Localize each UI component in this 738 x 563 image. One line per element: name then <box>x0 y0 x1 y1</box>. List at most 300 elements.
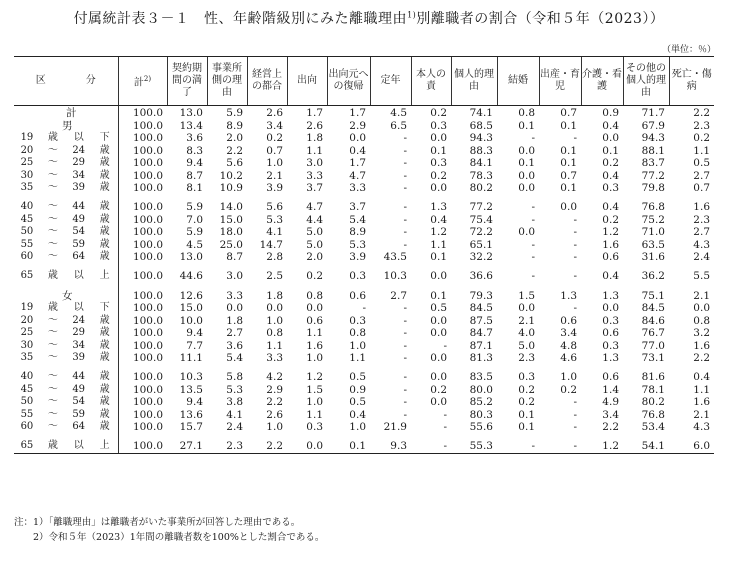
value-cell: 0.7 <box>266 144 283 157</box>
value-cell: 84.7 <box>469 327 493 340</box>
value-cell: 0.3 <box>349 270 366 283</box>
value-cell: 1.6 <box>693 339 710 352</box>
value-cell: 1.0 <box>349 339 366 352</box>
value-cell: 2.2 <box>266 396 283 409</box>
row-label <box>14 214 118 226</box>
spacer-cell <box>207 283 247 290</box>
spacer-cell <box>623 194 669 201</box>
value-cell: 1.2 <box>602 226 619 239</box>
value-cell: 100.0 <box>132 383 163 396</box>
value-cell: 5.6 <box>266 201 283 214</box>
value-cell: 4.1 <box>226 408 243 421</box>
value-cell: 0.3 <box>349 314 366 327</box>
value-cell: - <box>443 420 447 433</box>
spacer-cell <box>411 364 451 371</box>
value-cell: 0.0 <box>287 440 327 453</box>
value-cell: 0.0 <box>602 302 619 315</box>
age-label-part: 25 <box>20 327 34 339</box>
value-cell: 74.1 <box>469 106 493 119</box>
age-label-part: 40 <box>20 371 34 383</box>
value-cell: 6.5 <box>390 120 407 132</box>
value-cell: 65.1 <box>469 238 493 251</box>
spacer-cell <box>581 263 623 270</box>
value-cell: 100.0 <box>132 144 163 157</box>
value-cell: 9.3 <box>370 440 411 453</box>
value-cell: 4.9 <box>602 396 619 409</box>
table-row <box>14 239 714 251</box>
header-col: 出向 <box>287 57 327 106</box>
value-cell: 0.0 <box>430 351 447 364</box>
row-label <box>14 290 118 302</box>
value-cell: 0.2 <box>430 169 447 182</box>
spacer-cell <box>118 283 167 290</box>
value-cell: 0.7 <box>560 106 577 119</box>
value-cell: 71.7 <box>641 106 665 119</box>
age-label-part: ～ <box>47 157 58 169</box>
value-cell: - <box>403 226 407 239</box>
value-cell: - <box>362 302 366 315</box>
age-label <box>14 421 118 433</box>
value-cell: 0.1 <box>430 251 447 264</box>
value-cell: 9.4 <box>186 396 203 409</box>
value-cell: 18.0 <box>219 226 243 239</box>
value-cell: - <box>403 408 407 421</box>
table-row <box>14 120 714 132</box>
value-cell: 53.4 <box>641 420 665 433</box>
header-col: 結婚 <box>497 57 539 106</box>
value-cell: 100.0 <box>132 289 163 302</box>
value-cell: - <box>403 169 407 182</box>
value-cell: - <box>403 201 407 214</box>
value-cell: 5.9 <box>226 106 243 119</box>
value-cell: 1.2 <box>581 440 623 453</box>
value-cell: 0.7 <box>560 169 577 182</box>
value-cell: 2.8 <box>266 251 283 264</box>
value-cell: 25.0 <box>219 238 243 251</box>
value-cell: 5.4 <box>349 213 366 226</box>
value-cell: 80.0 <box>469 383 493 396</box>
age-label-part: 49 <box>72 213 86 225</box>
spacer-cell <box>539 364 581 371</box>
age-label-part: 歳 <box>47 132 58 144</box>
value-cell: 73.1 <box>641 351 665 364</box>
value-cell: - <box>497 440 539 453</box>
value-cell: - <box>403 302 407 315</box>
value-cell: 1.1 <box>430 238 447 251</box>
value-cell: 2.9 <box>266 383 283 396</box>
value-cell: 0.0 <box>518 302 535 315</box>
age-label-part: 59 <box>72 408 86 420</box>
spacer-cell <box>287 263 327 270</box>
age-label <box>14 201 118 213</box>
value-cell: 8.9 <box>349 226 366 239</box>
age-label-part: ～ <box>47 182 58 194</box>
value-cell: 100.0 <box>132 327 163 340</box>
value-cell: - <box>403 327 407 340</box>
table-row <box>14 396 714 408</box>
header-col: 契約期間の満了 <box>167 57 207 106</box>
value-cell: 0.1 <box>518 157 535 170</box>
age-label-part: 歳 <box>99 420 110 432</box>
header-col: 事業所側の理由 <box>207 57 247 106</box>
age-label <box>14 352 118 364</box>
spacer-cell <box>669 433 714 440</box>
value-cell: 4.4 <box>306 213 323 226</box>
value-cell: 80.2 <box>641 396 665 409</box>
age-label-part: 20 <box>20 314 34 326</box>
age-label-part: 44 <box>72 371 86 383</box>
value-cell: 0.8 <box>693 314 710 327</box>
value-cell: - <box>403 314 407 327</box>
value-cell: 0.8 <box>518 106 535 119</box>
header-col: 経営上の都合 <box>247 57 287 106</box>
value-cell: 2.7 <box>226 327 243 340</box>
age-label-part: ～ <box>47 420 58 432</box>
age-label-part: 19 <box>20 302 34 314</box>
value-cell: 76.7 <box>641 327 665 340</box>
age-label-part: 歳 <box>99 351 110 363</box>
value-cell: 0.1 <box>560 157 577 170</box>
value-cell: 0.0 <box>430 371 447 384</box>
value-cell: 0.0 <box>518 169 535 182</box>
value-cell: 5.5 <box>693 270 710 283</box>
table-row <box>14 352 714 364</box>
header-col: 死亡・傷病 <box>669 57 714 106</box>
value-cell: 75.1 <box>641 289 665 302</box>
value-cell: 2.6 <box>306 120 323 132</box>
value-cell: 13.4 <box>179 120 203 132</box>
footnote-2: 2）令和５年（2023）1年間の離職者数を100%とした割合である。 <box>14 532 325 543</box>
value-cell: 0.0 <box>518 182 535 195</box>
value-cell: 7.7 <box>186 339 203 352</box>
value-cell: 88.3 <box>469 144 493 157</box>
value-cell: 5.6 <box>226 157 243 170</box>
value-cell: 0.0 <box>226 302 243 315</box>
value-cell: 1.1 <box>266 339 283 352</box>
value-cell: - <box>531 201 535 214</box>
value-cell: 8.9 <box>226 120 243 132</box>
value-cell: 14.7 <box>259 238 283 251</box>
row-label <box>14 120 118 132</box>
spacer-cell <box>287 433 327 440</box>
value-cell: 100.0 <box>132 270 163 283</box>
value-cell: 2.7 <box>693 226 710 239</box>
value-cell: 4.8 <box>560 339 577 352</box>
value-cell: 1.1 <box>306 408 323 421</box>
spacer-cell <box>118 364 167 371</box>
spacer-cell <box>167 283 207 290</box>
value-cell: 100.0 <box>132 182 163 195</box>
value-cell: 4.3 <box>693 238 710 251</box>
value-cell: 0.4 <box>602 201 619 214</box>
group-label: 女 <box>62 289 73 302</box>
spacer-cell <box>669 283 714 290</box>
age-label <box>14 327 118 339</box>
spacer-cell <box>167 263 207 270</box>
value-cell: 1.2 <box>306 371 323 384</box>
age-label-part: 歳 <box>47 302 58 314</box>
value-cell: 6.0 <box>669 440 714 453</box>
value-cell: 0.1 <box>518 408 535 421</box>
row-label <box>14 145 118 157</box>
spacer-cell <box>623 433 669 440</box>
value-cell: 1.8 <box>306 132 323 145</box>
row-label <box>14 182 118 194</box>
value-cell: 36.6 <box>469 270 493 283</box>
value-cell: 0.1 <box>518 420 535 433</box>
spacer-row <box>14 364 714 371</box>
value-cell: 0.6 <box>602 371 619 384</box>
value-cell: 100.0 <box>132 420 163 433</box>
age-label-part: 歳 <box>99 157 110 169</box>
spacer-cell <box>370 263 411 270</box>
table-row <box>14 421 714 433</box>
value-cell: 78.1 <box>641 383 665 396</box>
age-label-part: ～ <box>47 201 58 213</box>
value-cell: 0.2 <box>693 132 710 145</box>
value-cell: 1.3 <box>602 289 619 302</box>
spacer-cell <box>118 263 167 270</box>
age-label-part: 60 <box>20 251 34 263</box>
value-cell: 8.1 <box>186 182 203 195</box>
value-cell: 5.3 <box>349 238 366 251</box>
age-label-part: ～ <box>47 371 58 383</box>
value-cell: 0.0 <box>693 302 710 315</box>
page-title: 付属統計表３－１ 性、年齢階級別にみた離職理由$^{1)}$別離職者の割合（令和５年（2023）） <box>73 10 665 27</box>
value-cell: 7.0 <box>186 213 203 226</box>
spacer-cell <box>497 194 539 201</box>
value-cell: 0.1 <box>560 144 577 157</box>
row-label <box>14 409 118 421</box>
total-label: 計 <box>66 106 77 119</box>
value-cell: 3.3 <box>266 351 283 364</box>
value-cell: 3.8 <box>226 396 243 409</box>
table-row <box>14 340 714 352</box>
value-cell: 80.3 <box>469 408 493 421</box>
spacer-cell <box>370 364 411 371</box>
value-cell: 11.1 <box>179 351 203 364</box>
spacer-row <box>14 263 714 270</box>
spacer-cell <box>451 433 497 440</box>
value-cell: 100.0 <box>132 238 163 251</box>
row-label <box>14 201 118 213</box>
age-label <box>14 239 118 251</box>
value-cell: 78.3 <box>469 169 493 182</box>
value-cell: - <box>539 440 581 453</box>
age-label-part: 歳 <box>47 270 58 282</box>
value-cell: 84.1 <box>469 157 493 170</box>
age-label <box>14 132 118 144</box>
value-cell: 2.3 <box>693 120 710 132</box>
value-cell: 1.1 <box>306 144 323 157</box>
age-label-part: 54 <box>72 226 86 238</box>
age-label-part: 歳 <box>99 251 110 263</box>
age-label-part: 30 <box>20 169 34 181</box>
value-cell: 0.5 <box>693 157 710 170</box>
value-cell: 0.4 <box>430 213 447 226</box>
age-label-part: ～ <box>47 144 58 156</box>
value-cell: - <box>403 371 407 384</box>
value-cell: 44.6 <box>179 270 203 283</box>
age-label <box>14 396 118 408</box>
group-label: 男 <box>62 120 73 132</box>
row-label <box>14 352 118 364</box>
value-cell: 85.2 <box>469 396 493 409</box>
spacer-cell <box>581 364 623 371</box>
value-cell: 8.3 <box>186 144 203 157</box>
value-cell: 3.4 <box>602 408 619 421</box>
age-label <box>14 315 118 327</box>
value-cell: 0.2 <box>602 213 619 226</box>
age-label-part: 64 <box>72 420 86 432</box>
value-cell: 76.8 <box>641 408 665 421</box>
value-cell: 0.1 <box>560 120 577 132</box>
value-cell: 100.0 <box>132 213 163 226</box>
age-label-part: 39 <box>72 351 86 363</box>
table-row <box>14 440 714 453</box>
value-cell: 0.0 <box>306 302 323 315</box>
value-cell: 81.3 <box>469 351 493 364</box>
age-label-part: 歳 <box>99 144 110 156</box>
row-label <box>14 327 118 339</box>
value-cell: 1.3 <box>560 289 577 302</box>
row-label <box>14 226 118 238</box>
value-cell: 0.4 <box>349 408 366 421</box>
value-cell: - <box>403 132 407 145</box>
value-cell: 0.1 <box>560 182 577 195</box>
age-label-part: 歳 <box>99 396 110 408</box>
value-cell: 2.9 <box>349 120 366 132</box>
value-cell: 36.2 <box>641 270 665 283</box>
age-label-part: 55 <box>20 408 34 420</box>
value-cell: - <box>403 182 407 195</box>
value-cell: 83.7 <box>641 157 665 170</box>
value-cell: 3.3 <box>349 182 366 195</box>
value-cell: 87.1 <box>469 339 493 352</box>
age-label-part: 歳 <box>47 440 58 452</box>
row-label <box>14 251 118 263</box>
value-cell: 1.8 <box>266 289 283 302</box>
table-row <box>14 290 714 302</box>
table-row <box>14 170 714 182</box>
age-label-part: 29 <box>72 157 86 169</box>
value-cell: 100.0 <box>132 302 163 315</box>
value-cell: - <box>573 238 577 251</box>
value-cell: 0.1 <box>518 120 535 132</box>
age-label-part: 以 <box>73 132 84 144</box>
spacer-cell <box>370 194 411 201</box>
value-cell: 79.8 <box>641 182 665 195</box>
value-cell: 2.6 <box>266 106 283 119</box>
spacer-cell <box>207 263 247 270</box>
value-cell: 14.0 <box>219 201 243 214</box>
age-label-part: 20 <box>20 144 34 156</box>
value-cell: 75.4 <box>469 213 493 226</box>
value-cell: 0.0 <box>430 270 447 283</box>
value-cell: 1.1 <box>306 327 323 340</box>
age-label-part: 歳 <box>99 238 110 250</box>
age-label-part: 25 <box>20 157 34 169</box>
value-cell: 1.1 <box>349 351 366 364</box>
age-label <box>14 384 118 396</box>
spacer-cell <box>451 194 497 201</box>
value-cell: 2.1 <box>518 314 535 327</box>
table-row <box>14 145 714 157</box>
spacer-cell <box>247 194 287 201</box>
value-cell: 1.5 <box>518 289 535 302</box>
age-label-part: 歳 <box>99 213 110 225</box>
value-cell: - <box>411 440 451 453</box>
header-total: 計$^{2)}$ <box>118 57 167 106</box>
value-cell: - <box>403 144 407 157</box>
value-cell: 100.0 <box>132 314 163 327</box>
age-label-part: 39 <box>72 182 86 194</box>
value-cell: 2.0 <box>306 251 323 264</box>
age-label-part: 35 <box>20 351 34 363</box>
value-cell: 5.0 <box>306 226 323 239</box>
age-label <box>14 226 118 238</box>
age-label-part: 上 <box>99 440 110 452</box>
value-cell: - <box>403 396 407 409</box>
value-cell: 100.0 <box>132 339 163 352</box>
value-cell: 100.0 <box>132 396 163 409</box>
spacer-cell <box>370 283 411 290</box>
value-cell: 0.2 <box>518 396 535 409</box>
spacer-cell <box>669 263 714 270</box>
spacer-cell <box>167 364 207 371</box>
row-label <box>14 132 118 144</box>
value-cell: 83.5 <box>469 371 493 384</box>
age-label-part: 下 <box>99 302 110 314</box>
value-cell: 3.0 <box>306 157 323 170</box>
value-cell: 10.3 <box>179 371 203 384</box>
value-cell: 1.7 <box>306 106 323 119</box>
value-cell: 2.1 <box>266 169 283 182</box>
age-label-part: 40 <box>20 201 34 213</box>
table-row <box>14 327 714 339</box>
value-cell: - <box>531 213 535 226</box>
value-cell: 87.5 <box>469 314 493 327</box>
value-cell: 8.7 <box>186 169 203 182</box>
age-label-part: 35 <box>20 182 34 194</box>
age-label-part: 歳 <box>99 408 110 420</box>
value-cell: 0.2 <box>602 157 619 170</box>
value-cell: - <box>573 213 577 226</box>
spacer-cell <box>327 364 370 371</box>
header-kubun: 区 分 <box>14 57 118 106</box>
value-cell: 0.0 <box>602 132 619 145</box>
value-cell: 3.6 <box>226 339 243 352</box>
value-cell: 4.7 <box>349 169 366 182</box>
age-label <box>14 302 118 314</box>
value-cell: 0.2 <box>430 106 447 119</box>
spacer-cell <box>287 283 327 290</box>
value-cell: 80.2 <box>469 182 493 195</box>
value-cell: 100.0 <box>132 408 163 421</box>
value-cell: - <box>573 132 577 145</box>
spacer-cell <box>370 433 411 440</box>
value-cell: 1.6 <box>693 396 710 409</box>
value-cell: 2.2 <box>226 144 243 157</box>
spacer-cell <box>623 283 669 290</box>
value-cell: 1.5 <box>306 383 323 396</box>
spacer-cell <box>539 263 581 270</box>
value-cell: 0.3 <box>602 339 619 352</box>
value-cell: 2.0 <box>226 132 243 145</box>
value-cell: 94.3 <box>641 132 665 145</box>
age-label <box>14 182 118 194</box>
table-row <box>14 182 714 194</box>
